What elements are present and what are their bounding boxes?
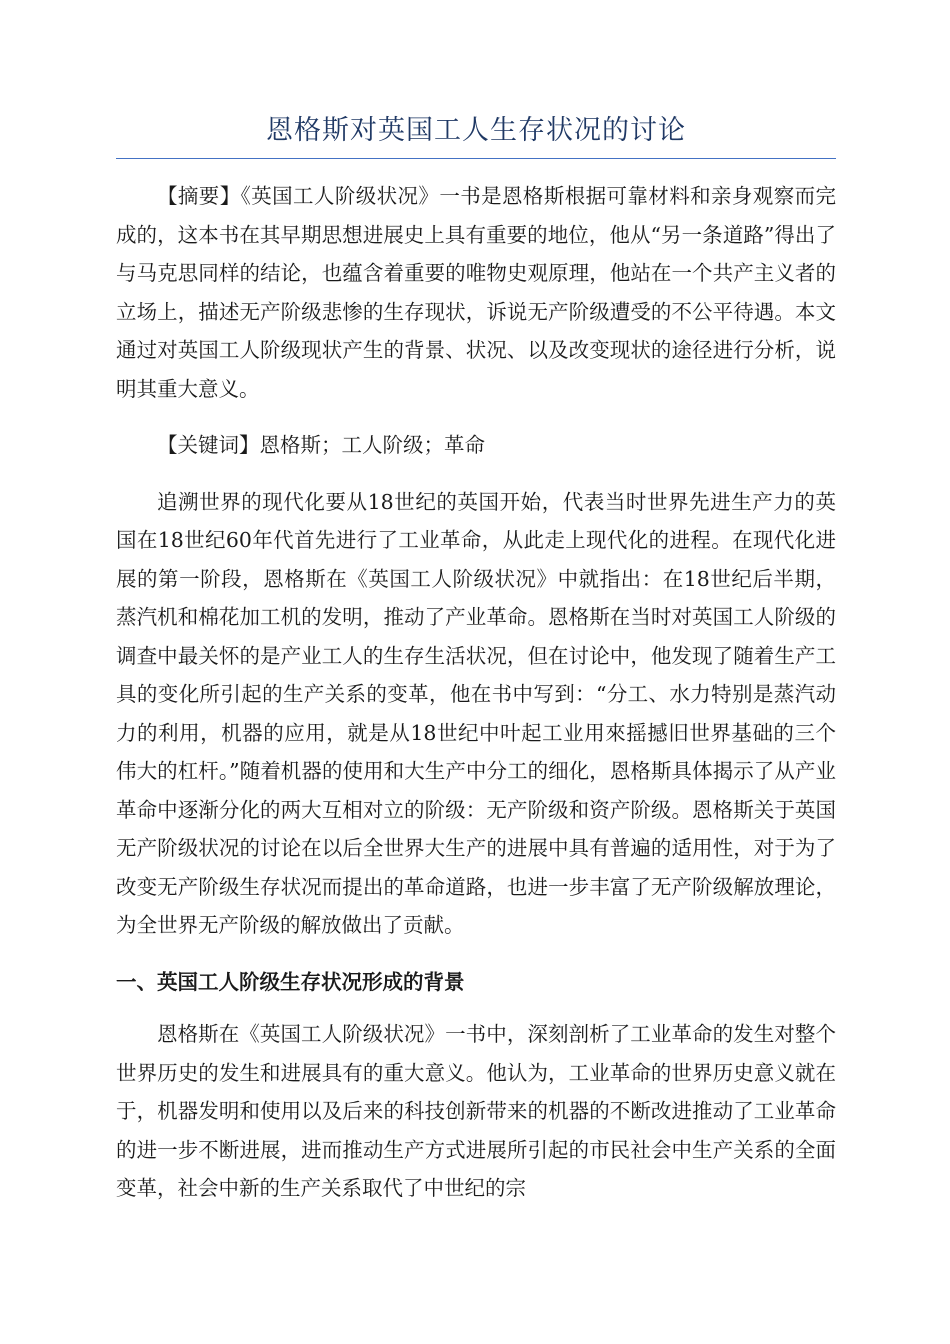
document-title: 恩格斯对英国工人生存状况的讨论: [116, 108, 836, 159]
document-page: [116, 108, 836, 1208]
section-heading: 一、英国工人阶级生存状况形成的背景: [116, 969, 465, 994]
section-paragraph: 恩格斯在《英国工人阶级状况》一书中，深刻剖析了工业革命的发生对整个世界历史的发生和进展具有的重大意义。他认为，工业革命的世界历史意义就在于，机器发明和使用以及后来的科技创新带来的机器的不断改进推动了工业革命的进一步不断进展，进而推动生产方式进展所引起的市民社会中生产关系的全面变革，社会中新的生产关系取代了中世纪的宗: [116, 1022, 836, 1200]
intro-paragraph: 追溯世界的现代化要从18世纪的英国开始，代表当时世界先进生产力的英国在18世纪60年代首先进行了工业革命，从此走上现代化的进程。在现代化进展的第一阶段，恩格斯在《英国工人阶级状况》中就指出：在18世纪后半期，蒸汽机和棉花加工机的发明，推动了产业革命。恩格斯在当时对英国工人阶级的调查中最关怀的是产业工人的生存生活状况，但在讨论中，他发现了随着生产工具的变化所引起的生产关系的变革，他在书中写到：“分工、水力特别是蒸汽动力的利用，机器的应用，就是从18世纪中叶起工业用來摇撼旧世界基础的三个伟大的杠杆。”随着机器的使用和大生产中分工的细化，恩格斯具体揭示了从产业革命中逐渐分化的两大互相对立的阶级：无产阶级和资产阶级。恩格斯关于英国无产阶级状况的讨论在以后全世界大生产的进展中具有普遍的适用性，对于为了改变无产阶级生存状况而提出的革命道路，也进一步丰富了无产阶级解放理论，为全世界无产阶级的解放做出了贡献。: [116, 489, 836, 937]
keywords-line: 【关键词】恩格斯；工人阶级；革命: [157, 433, 485, 457]
abstract-paragraph: 【摘要】《英国工人阶级状况》一书是恩格斯根据可靠材料和亲身观察而完成的，这本书在其早期思想进展史上具有重要的地位，他从“另一条道路”得出了与马克思同样的结论，也蕴含着重要的唯物史观原理，他站在一个共产主义者的立场上，描述无产阶级悲惨的生存现状，诉说无产阶级遭受的不公平待遇。本文通过对英国工人阶级现状产生的背景、状况、以及改变现状的途径进行分析，说明其重大意义。: [116, 184, 836, 401]
